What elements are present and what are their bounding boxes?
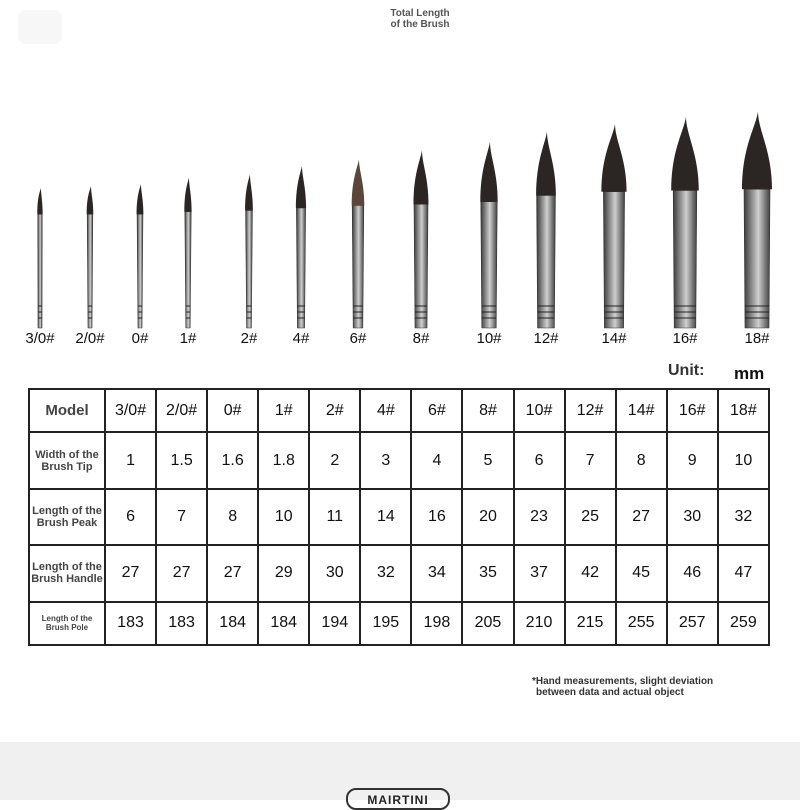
table-cell: 210 — [514, 602, 565, 645]
brush-bristles — [480, 142, 497, 202]
header-cell: 18# — [718, 389, 769, 432]
brush-3 — [184, 178, 191, 328]
brush-size-label: 2# — [240, 330, 258, 347]
table-cell: 30 — [309, 545, 360, 601]
brush-size-label: 4# — [292, 330, 310, 347]
table-cell: 10 — [258, 489, 309, 545]
table-cell: 37 — [514, 545, 565, 601]
brush-bristles — [601, 124, 626, 192]
brand-logo: MAIRTINI — [346, 788, 450, 810]
table-cell: 20 — [462, 489, 513, 545]
header-cell: 1# — [258, 389, 309, 432]
brush-bristles — [536, 132, 556, 196]
unit-value: mm — [734, 364, 765, 383]
table-cell: 27 — [616, 489, 667, 545]
brush-ferrule — [246, 211, 253, 329]
table-cell: 205 — [462, 602, 513, 645]
brush-ferrule — [744, 189, 770, 328]
table-cell: 29 — [258, 545, 309, 601]
row-label-tip-width: Width of the Brush Tip — [29, 432, 105, 488]
brush-8 — [480, 142, 497, 328]
note-line-2: between data and actual object — [536, 687, 684, 698]
brush-ferrule — [137, 214, 143, 328]
table-cell: 194 — [309, 602, 360, 645]
brush-11 — [671, 117, 699, 329]
header-cell: 16# — [667, 389, 718, 432]
table-cell: 4 — [411, 432, 462, 488]
table-cell: 8 — [616, 432, 667, 488]
brush-6 — [352, 160, 365, 329]
table-cell: 6 — [514, 432, 565, 488]
brush-7 — [414, 150, 429, 328]
brush-size-label: 18# — [744, 330, 770, 347]
table-cell: 27 — [156, 545, 207, 601]
table-cell: 11 — [309, 489, 360, 545]
table-cell: 1.8 — [258, 432, 309, 488]
table-cell: 7 — [156, 489, 207, 545]
brush-ferrule — [296, 208, 305, 328]
brush-size-label: 6# — [349, 330, 367, 347]
header-cell: 8# — [462, 389, 513, 432]
brush-12 — [742, 111, 772, 328]
brush-size-label: 0# — [131, 330, 149, 347]
table-row — [29, 545, 769, 601]
table-cell: 184 — [258, 602, 309, 645]
table-cell: 8 — [207, 489, 258, 545]
table-cell: 35 — [462, 545, 513, 601]
brush-10 — [601, 124, 626, 328]
table-cell: 184 — [207, 602, 258, 645]
brush-ferrule — [481, 202, 497, 328]
brush-bristles — [137, 184, 144, 214]
table-cell: 42 — [565, 545, 616, 601]
spec-table — [28, 388, 770, 646]
table-cell: 257 — [667, 602, 718, 645]
brush-size-label: 1# — [179, 330, 197, 347]
brush-size-label: 16# — [672, 330, 698, 347]
table-cell: 183 — [156, 602, 207, 645]
header-cell: 0# — [207, 389, 258, 432]
table-cell: 183 — [105, 602, 156, 645]
row-label-handle-length: Length of the Brush Handle — [29, 545, 105, 601]
table-cell: 1.5 — [156, 432, 207, 488]
brush-bristles — [742, 111, 772, 189]
header-cell: 2/0# — [156, 389, 207, 432]
title-line-1: Total Length — [390, 8, 450, 19]
brush-9 — [536, 132, 556, 329]
table-cell: 1 — [105, 432, 156, 488]
unit-indicator — [668, 362, 765, 383]
brush-size-label: 12# — [533, 330, 559, 347]
header-cell: 3/0# — [105, 389, 156, 432]
brush-ferrule — [414, 204, 428, 328]
table-cell: 46 — [667, 545, 718, 601]
brush-bristles — [671, 117, 699, 191]
table-cell: 45 — [616, 545, 667, 601]
brush-size-label: 10# — [476, 330, 502, 347]
table-cell: 259 — [718, 602, 769, 645]
brush-ferrule — [38, 214, 42, 328]
brush-size-label: 3/0# — [25, 330, 55, 347]
row-label-peak-length: Length of the Brush Peak — [29, 489, 105, 545]
table-cell: 255 — [616, 602, 667, 645]
brush-ferrule — [673, 191, 697, 329]
faded-corner-mark — [18, 10, 62, 44]
header-cell: 2# — [309, 389, 360, 432]
brush-bristles — [37, 188, 42, 214]
table-cell: 27 — [105, 545, 156, 601]
table-cell: 6 — [105, 489, 156, 545]
brush-size-label: 8# — [412, 330, 430, 347]
brush-4 — [245, 175, 253, 329]
table-cell: 195 — [360, 602, 411, 645]
header-cell: 10# — [514, 389, 565, 432]
table-cell: 5 — [462, 432, 513, 488]
brush-bristles — [87, 186, 94, 214]
table-cell: 2 — [309, 432, 360, 488]
brush-ferrule — [352, 206, 364, 329]
brush-5 — [296, 166, 306, 328]
table-cell: 32 — [360, 545, 411, 601]
table-cell: 47 — [718, 545, 769, 601]
brush-bristles — [296, 166, 306, 208]
brush-ferrule — [87, 214, 93, 328]
brush-illustration — [0, 55, 800, 330]
model-header: Model — [29, 389, 105, 432]
table-cell: 34 — [411, 545, 462, 601]
table-cell: 30 — [667, 489, 718, 545]
table-cell: 23 — [514, 489, 565, 545]
table-cell: 1.6 — [207, 432, 258, 488]
table-cell: 7 — [565, 432, 616, 488]
title-line-2: of the Brush — [390, 19, 450, 30]
table-cell: 9 — [667, 432, 718, 488]
table-header-row — [29, 389, 769, 432]
brush-ferrule — [603, 192, 624, 328]
table-cell: 27 — [207, 545, 258, 601]
table-cell: 10 — [718, 432, 769, 488]
brush-bristles — [414, 150, 429, 204]
brush-1 — [87, 186, 94, 328]
brush-bristles — [184, 178, 191, 212]
table-cell: 3 — [360, 432, 411, 488]
header-cell: 6# — [411, 389, 462, 432]
table-cell: 32 — [718, 489, 769, 545]
header-cell: 14# — [616, 389, 667, 432]
unit-label: Unit: — [668, 362, 705, 379]
brush-ferrule — [537, 196, 556, 329]
brush-ferrule — [185, 212, 191, 328]
brush-2 — [137, 184, 144, 328]
row-label-pole-length: Length of the Brush Pole — [29, 602, 105, 645]
total-length-title — [360, 8, 480, 30]
header-cell: 12# — [565, 389, 616, 432]
table-row — [29, 489, 769, 545]
table-row — [29, 602, 769, 645]
brush-bristles — [245, 175, 253, 211]
table-cell: 16 — [411, 489, 462, 545]
table-cell: 14 — [360, 489, 411, 545]
measurement-note — [532, 676, 772, 698]
table-row — [29, 432, 769, 488]
table-cell: 25 — [565, 489, 616, 545]
note-line-1: *Hand measurements, slight deviation — [532, 676, 714, 687]
header-cell: 4# — [360, 389, 411, 432]
brush-0 — [37, 188, 42, 328]
table-cell: 215 — [565, 602, 616, 645]
table-cell: 198 — [411, 602, 462, 645]
brush-size-label: 2/0# — [75, 330, 105, 347]
brush-size-label: 14# — [601, 330, 627, 347]
brush-bristles — [352, 160, 365, 206]
